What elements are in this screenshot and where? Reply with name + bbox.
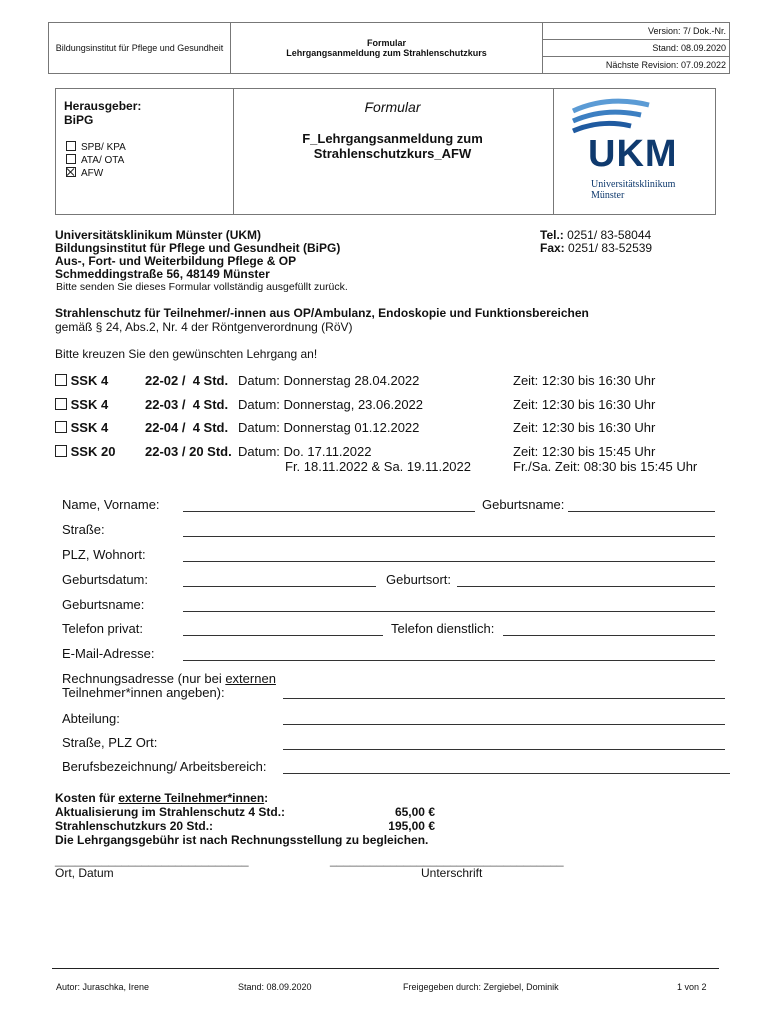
publisher-name: BiPG [64, 113, 94, 127]
publisher-option-ata[interactable]: ATA/ OTA [66, 154, 126, 167]
footer-approved: Freigegeben durch: Zergiebel, Dominik [403, 982, 559, 992]
course-time: Zeit: 12:30 bis 15:45 Uhr [513, 444, 656, 459]
tel-value: 0251/ 83-58044 [567, 228, 652, 242]
publisher-label: Herausgeber: [64, 99, 142, 113]
course-time2: Fr./Sa. Zeit: 08:30 bis 15:45 Uhr [513, 459, 698, 474]
email-field[interactable] [183, 660, 715, 661]
form-title-box [232, 88, 554, 215]
course-name: SSK 20 [70, 444, 116, 459]
course-code: 22-03 / 20 Std. [145, 444, 232, 459]
label-email: E-Mail-Adresse: [62, 646, 155, 661]
cost-item1-price: 65,00 € [394, 805, 435, 819]
course-date: Datum: Donnerstag 01.12.2022 [238, 420, 420, 435]
street-field[interactable] [183, 536, 715, 537]
label-birthplace: Geburtsort: [386, 572, 452, 587]
label-department: Abteilung: [62, 711, 120, 726]
publisher-option-spb[interactable]: SPB/ KPA [66, 141, 126, 154]
footer-page: 1 von 2 [677, 982, 707, 992]
course-name: SSK 4 [70, 420, 109, 435]
label-plz: PLZ, Wohnort: [62, 547, 146, 562]
intro-instruction: Bitte kreuzen Sie den gewünschten Lehrgang an! [55, 347, 318, 361]
job-field[interactable] [283, 773, 730, 774]
form-box-title: Formular [364, 99, 421, 115]
footer-divider [52, 968, 719, 969]
footer-stand: Stand: 08.09.2020 [238, 982, 312, 992]
label-birthdate: Geburtsdatum: [62, 572, 148, 587]
tel-label: Tel.: [540, 228, 564, 242]
intro-subheading: gemäß § 24, Abs.2, Nr. 4 der Röntgenverordnung (RöV) [55, 320, 353, 334]
address-block [55, 229, 340, 281]
course-checkbox[interactable] [55, 374, 67, 386]
contact-block [540, 229, 652, 255]
form-box-subtitle-2: Strahlenschutzkurs_AFW [313, 146, 472, 161]
label-street: Straße: [62, 522, 105, 537]
checkbox-spb[interactable] [66, 141, 76, 151]
header-form-label: Formular [366, 38, 406, 48]
course-checkbox[interactable] [55, 421, 67, 433]
fax-value: 0251/ 83-52539 [568, 241, 653, 255]
department-field[interactable] [283, 724, 725, 725]
label-street-plz: Straße, PLZ Ort: [62, 735, 158, 750]
phone-work-field[interactable] [503, 635, 715, 636]
intro-heading: Strahlenschutz für Teilnehmer/-innen aus OP/Ambulanz, Endoskopie und Funktionsbereichen [55, 306, 589, 320]
form-box-subtitle-1: F_Lehrgangsanmeldung zum [302, 131, 483, 146]
header-stand: Stand: 08.09.2020 [543, 40, 730, 57]
header-form-name: Lehrgangsanmeldung zum Strahlenschutzkurs [286, 48, 487, 58]
cost-item1-label: Aktualisierung im Strahlenschutz 4 Std.: [55, 805, 286, 819]
document-header [48, 22, 730, 74]
logo-sub2: Münster [591, 190, 625, 201]
signature-line-left[interactable]: _____________________________ [55, 853, 249, 867]
course-time: Zeit: 12:30 bis 16:30 Uhr [513, 373, 656, 388]
course-time: Zeit: 12:30 bis 16:30 Uhr [513, 420, 656, 435]
fax-label: Fax: [540, 241, 565, 255]
course-time: Zeit: 12:30 bis 16:30 Uhr [513, 397, 656, 412]
course-name: SSK 4 [70, 397, 109, 412]
course-code: 22-02 / 4 Std. [145, 373, 229, 388]
birthdate-field[interactable] [183, 586, 376, 587]
course-row[interactable] [55, 420, 715, 436]
address-line4: Schmeddingstraße 56, 48149 Münster [55, 267, 270, 281]
publisher-option-afw[interactable]: AFW [66, 167, 126, 180]
course-code: 22-03 / 4 Std. [145, 397, 229, 412]
course-code: 22-04 / 4 Std. [145, 420, 229, 435]
cost-note: Die Lehrgangsgebühr ist nach Rechnungsstellung zu begleichen. [55, 833, 429, 847]
costs-block [55, 791, 435, 847]
checkbox-ata[interactable] [66, 154, 76, 164]
place-date-label: Ort, Datum [55, 866, 114, 880]
logo-sub1: Universitätsklinikum [591, 179, 676, 190]
cost-item2-price: 195,00 € [388, 819, 435, 833]
logo-box [553, 88, 716, 215]
label-phone-private: Telefon privat: [62, 621, 143, 636]
label-phone-work: Telefon dienstlich: [391, 621, 495, 636]
label-name: Name, Vorname: [62, 497, 160, 512]
course-row[interactable] [55, 373, 715, 389]
birthplace-field[interactable] [457, 586, 715, 587]
course-checkbox[interactable] [55, 445, 67, 457]
birthname-field[interactable] [183, 611, 715, 612]
publisher-box [55, 88, 234, 215]
street-plz-field[interactable] [283, 749, 725, 750]
course-checkbox[interactable] [55, 398, 67, 410]
signature-line-right[interactable]: ___________________________________ [330, 853, 564, 867]
course-row[interactable] [55, 397, 715, 413]
course-date: Datum: Donnerstag, 23.06.2022 [238, 397, 424, 412]
course-row[interactable] [55, 444, 715, 476]
birthname-right-field[interactable] [568, 511, 715, 512]
return-note: Bitte senden Sie dieses Formular vollständig ausgefüllt zurück. [56, 281, 348, 293]
checkbox-afw[interactable] [66, 167, 76, 177]
course-date: Datum: Donnerstag 28.04.2022 [238, 373, 420, 388]
address-line3: Aus-, Fort- und Weiterbildung Pflege & OP [55, 254, 297, 268]
billing-field[interactable] [283, 698, 725, 699]
address-line2: Bildungsinstitut für Pflege und Gesundheit (BiPG) [55, 241, 341, 255]
header-version: Version: 7/ Dok.-Nr. [543, 23, 730, 40]
label-birthname: Geburtsname: [62, 597, 145, 612]
plz-field[interactable] [183, 561, 715, 562]
label-billing: Rechnungsadresse (nur bei externen Teilnehmer*innen angeben): [62, 671, 276, 700]
header-institute: Bildungsinstitut für Pflege und Gesundheit [49, 23, 231, 74]
phone-private-field[interactable] [183, 635, 383, 636]
course-date2: Fr. 18.11.2022 & Sa. 19.11.2022 [285, 459, 471, 474]
signature-label: Unterschrift [421, 866, 483, 880]
costs-heading: Kosten für externe Teilnehmer*innen: [55, 791, 269, 805]
cost-item2-label: Strahlenschutzkurs 20 Std.: [55, 819, 214, 833]
header-form-title [231, 23, 543, 74]
header-revision: Nächste Revision: 07.09.2022 [543, 57, 730, 74]
label-birthname-right: Geburtsname: [482, 497, 565, 512]
course-name: SSK 4 [70, 373, 109, 388]
label-job: Berufsbezeichnung/ Arbeitsbereich: [62, 759, 267, 774]
footer-author: Autor: Juraschka, Irene [56, 982, 150, 992]
course-date: Datum: Do. 17.11.2022 [238, 444, 372, 459]
logo-text: UKM [588, 133, 678, 175]
name-field[interactable] [183, 511, 475, 512]
address-line1: Universitätsklinikum Münster (UKM) [55, 228, 262, 242]
